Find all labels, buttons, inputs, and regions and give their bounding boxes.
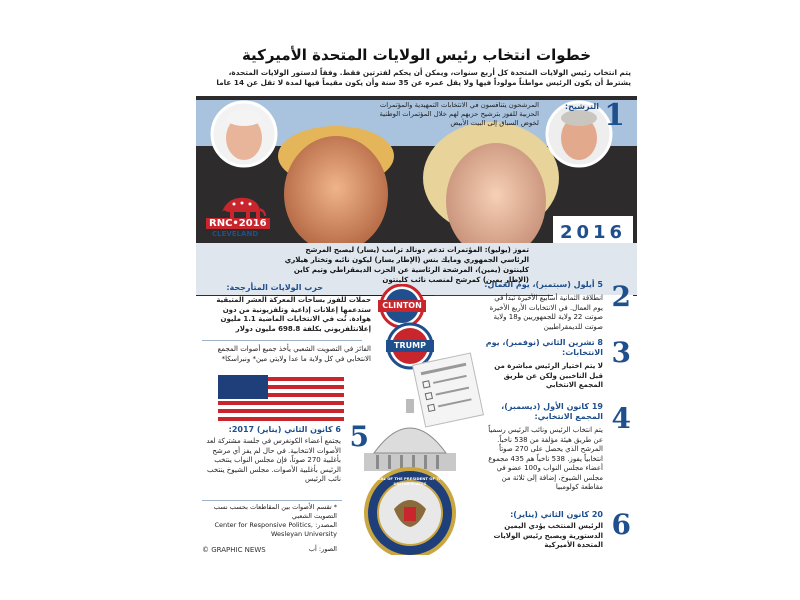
photo-credit: الصور: أب — [308, 545, 337, 553]
rnc-city: CLEVELAND — [212, 230, 259, 238]
step-4-text: يتم انتخاب الرئيس ونائب الرئيس رسمياً عن طريق هيئة مؤلفة من 538 ناخباً. المرشح الذي يحصل على 270 صوتاً انتخابياً يفوز. 538 ناخباً هم 435 مجموع أعضاء مجلس النواب و100 عضو في مجلس الشيوخ، إضافة إلى ثلاثة من مقاطعة كولومبيا — [488, 426, 603, 491]
seal-text: SEAL OF THE PRESIDENT OF THE UNITED STATES — [375, 476, 445, 486]
step-4-number: 4 — [611, 402, 631, 435]
footnote: * تقسم الأصوات بين المقاطعات بحسب نسب التصويت الشعبي — [213, 503, 337, 520]
step-1-number: 1 — [604, 98, 625, 133]
step-4-head: 19 كانون الأول (ديسمبر)، المجمع الانتخابي: — [501, 402, 603, 421]
trump-button: TRUMP — [394, 341, 426, 350]
intro-paragraph: يتم انتخاب رئيس الولايات المتحدة كل أربع سنوات، ويمكن أن يحكم لفترتين فقط. وفقاً لدستور الولايات المتحدة، يشترط أن يكون الرئيس مواطناً مولوداً فيها ولا يقل عمره عن 35 سنة وأن يكون مقيماً فيها لمدة لا تقل عن 14 عاما — [216, 68, 631, 87]
infographic — [196, 40, 637, 558]
step-3-head: 8 تشرين الثاني (نوفمبر)، يوم الانتخابات: — [485, 338, 603, 357]
dncc-year: 2016 — [559, 222, 627, 243]
step-2-text: انطلاقة الثمانية أسابيع الأخيرة تبدأ في يوم العمال. في الانتخابات الأربع الأخيرة صوتت 22 ولاية للجمهوريين و18 ولاية صوتت للديمقراطيين — [489, 294, 603, 331]
rnc-logo — [204, 190, 286, 236]
step-1-head: الترشيح: — [564, 102, 599, 111]
rnc-year: RNC•2016 — [206, 218, 270, 229]
step-5-number: 5 — [349, 420, 369, 453]
divider — [202, 500, 342, 501]
step-5-text: يجتمع أعضاء الكونغرس في جلسة مشتركة لعد الأصوات الانتخابية. في حال لم يفز أي مرشح بأغلبية 270 صوتاً، فإن مجلس النواب ينتخب الرئيس بأغلبية الأصوات. مجلس الشيوخ ينتخب نائب الرئيس — [206, 437, 341, 483]
step-5-head: 6 كانون الثاني (يناير) 2017: — [228, 425, 341, 434]
sources: المصدر: Center for Responsive Politics, Wesleyan University — [214, 521, 337, 538]
us-flag-image — [218, 375, 344, 425]
clinton-button: CLINTON — [382, 301, 422, 310]
step-1-text: المرشحون يتنافسون في الانتخابات التمهيدية والمؤتمرات الحزبية للفوز بترشيح حزبهم لهم خلال المؤتمرات الوطنية لخوض السباق إلى البيت الأبيض — [379, 101, 539, 127]
step-2-number: 2 — [611, 280, 631, 313]
divider — [202, 340, 362, 341]
step-3-text: لا يتم اختيار الرئيس مباشرة من قبل الناخبين ولكن عن طريق المجمع الانتخابي — [494, 362, 603, 389]
brand-credit: © GRAPHIC NEWS — [202, 546, 266, 554]
step-6-head: 20 كانون الثاني (يناير): — [510, 510, 603, 519]
popular-vote-text: الفائز في التصويت الشعبي يأخذ جميع أصوات المجمع الانتخابي في كل ولاية ما عدا ولايتي مين* ونبراسكا* — [217, 345, 371, 363]
conventions-text: تموز (يوليو): المؤتمرات تدعم دونالد ترامب (يسار) ليصبح المرشح الرئاسي الجمهوري ومايك بنس (الإطار يسار) ليكون نائبه وتختار هيلاري كلينتون (يمين)، المرشحة الرئاسية عن الحزب الديمقراطي وتيم كاين (الإطار يمين) كمرشح لمنصب نائب كلينتون — [284, 246, 529, 284]
step-3-number: 3 — [611, 336, 631, 369]
step-6-text: الرئيس المنتخب يؤدي اليمين الدستورية ويصبح رئيس الولايات المتحدة الأميركية — [493, 522, 603, 549]
battleground-text: حملات للفوز بساحات المعركة العشر المتبقية ستدعمها إعلانات إذاعية وتلفزيونية من دون هوادة. ثُت في الانتخابات الماضية 1.1 مليون إعلانتلفزيوني بكلفة 698.8 مليون دولار — [216, 296, 371, 333]
step-6-number: 6 — [611, 508, 631, 541]
capitol-seal-image — [344, 395, 476, 555]
step-2-head: 5 أيلول (سبتمبر)، يوم العمال: — [484, 280, 603, 289]
battleground-head: حرب الولايات المتأرجحة: — [226, 283, 323, 292]
page-title: خطوات انتخاب رئيس الولايات المتحدة الأميركية — [241, 46, 592, 64]
